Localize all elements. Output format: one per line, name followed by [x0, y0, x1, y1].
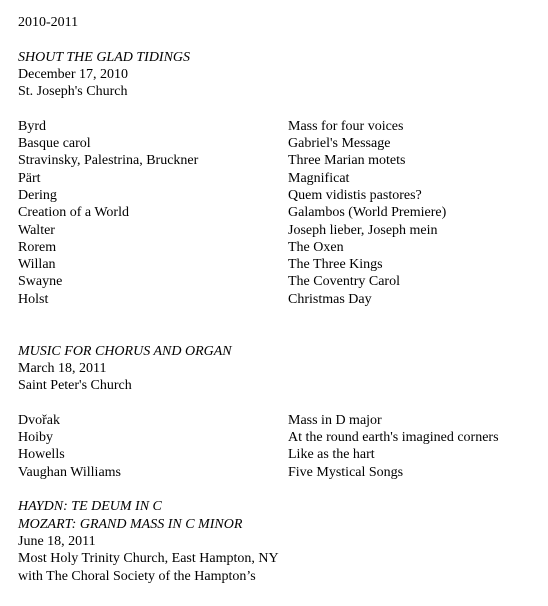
program-row	[18, 204, 538, 221]
program-row	[18, 118, 538, 135]
program-row	[18, 152, 538, 169]
program-composer: Walter	[18, 222, 55, 238]
program-composer: Dvořak	[18, 412, 60, 428]
program-list	[18, 412, 538, 481]
program-work: The Oxen	[288, 239, 344, 255]
program-work: Christmas Day	[288, 291, 372, 307]
concert-listing-page	[18, 14, 538, 585]
program-work: Joseph lieber, Joseph mein	[288, 222, 438, 238]
program-composer: Dering	[18, 187, 57, 203]
concert-venue: Most Holy Trinity Church, East Hampton, NY	[18, 551, 279, 567]
concert-date: June 18, 2011	[18, 533, 96, 549]
concert-note: with The Choral Society of the Hampton’s	[18, 568, 256, 584]
concert-section	[18, 49, 538, 308]
program-work: Three Marian motets	[288, 153, 406, 169]
concert-title: MUSIC FOR CHORUS AND ORGAN	[18, 343, 232, 359]
program-composer: Creation of a World	[18, 205, 129, 221]
program-row	[18, 222, 538, 239]
program-work: The Coventry Carol	[288, 274, 400, 290]
program-row	[18, 135, 538, 152]
program-composer: Vaughan Williams	[18, 464, 121, 480]
program-work: Mass in D major	[288, 412, 382, 428]
program-work: Magnificat	[288, 170, 350, 186]
program-work: Gabriel's Message	[288, 136, 391, 152]
concert-venue: St. Joseph's Church	[18, 84, 128, 100]
program-work: At the round earth's imagined corners	[288, 430, 499, 446]
concert-section	[18, 343, 538, 481]
program-row	[18, 187, 538, 204]
program-row	[18, 239, 538, 256]
program-row	[18, 256, 538, 273]
program-composer: Hoiby	[18, 430, 53, 446]
program-composer: Willan	[18, 257, 56, 273]
program-row	[18, 170, 538, 187]
program-row	[18, 291, 538, 308]
program-row	[18, 412, 538, 429]
program-work: Mass for four voices	[288, 118, 404, 134]
concert-date: March 18, 2011	[18, 360, 107, 376]
program-row	[18, 429, 538, 446]
program-composer: Swayne	[18, 274, 63, 290]
program-work: Quem vidistis pastores?	[288, 187, 422, 203]
program-composer: Pärt	[18, 170, 41, 186]
concert-title: HAYDN: TE DEUM IN C	[18, 499, 162, 515]
program-composer: Holst	[18, 291, 49, 307]
program-composer: Stravinsky, Palestrina, Bruckner	[18, 153, 199, 169]
program-work: The Three Kings	[288, 257, 383, 273]
program-work: Like as the hart	[288, 447, 375, 463]
program-composer: Byrd	[18, 118, 46, 134]
program-composer: Howells	[18, 447, 65, 463]
program-row	[18, 273, 538, 290]
program-composer: Basque carol	[18, 136, 91, 152]
program-row	[18, 446, 538, 463]
program-row	[18, 464, 538, 481]
program-work: Galambos (World Premiere)	[288, 205, 447, 221]
program-list	[18, 118, 538, 308]
season-heading: 2010-2011	[18, 15, 79, 30]
program-composer: Rorem	[18, 239, 57, 255]
concert-section	[18, 498, 538, 584]
program-work: Five Mystical Songs	[288, 464, 404, 480]
concert-title: SHOUT THE GLAD TIDINGS	[18, 49, 191, 65]
concert-venue: Saint Peter's Church	[18, 378, 132, 394]
concert-title: MOZART: GRAND MASS IN C MINOR	[18, 516, 243, 532]
concert-date: December 17, 2010	[18, 66, 129, 82]
